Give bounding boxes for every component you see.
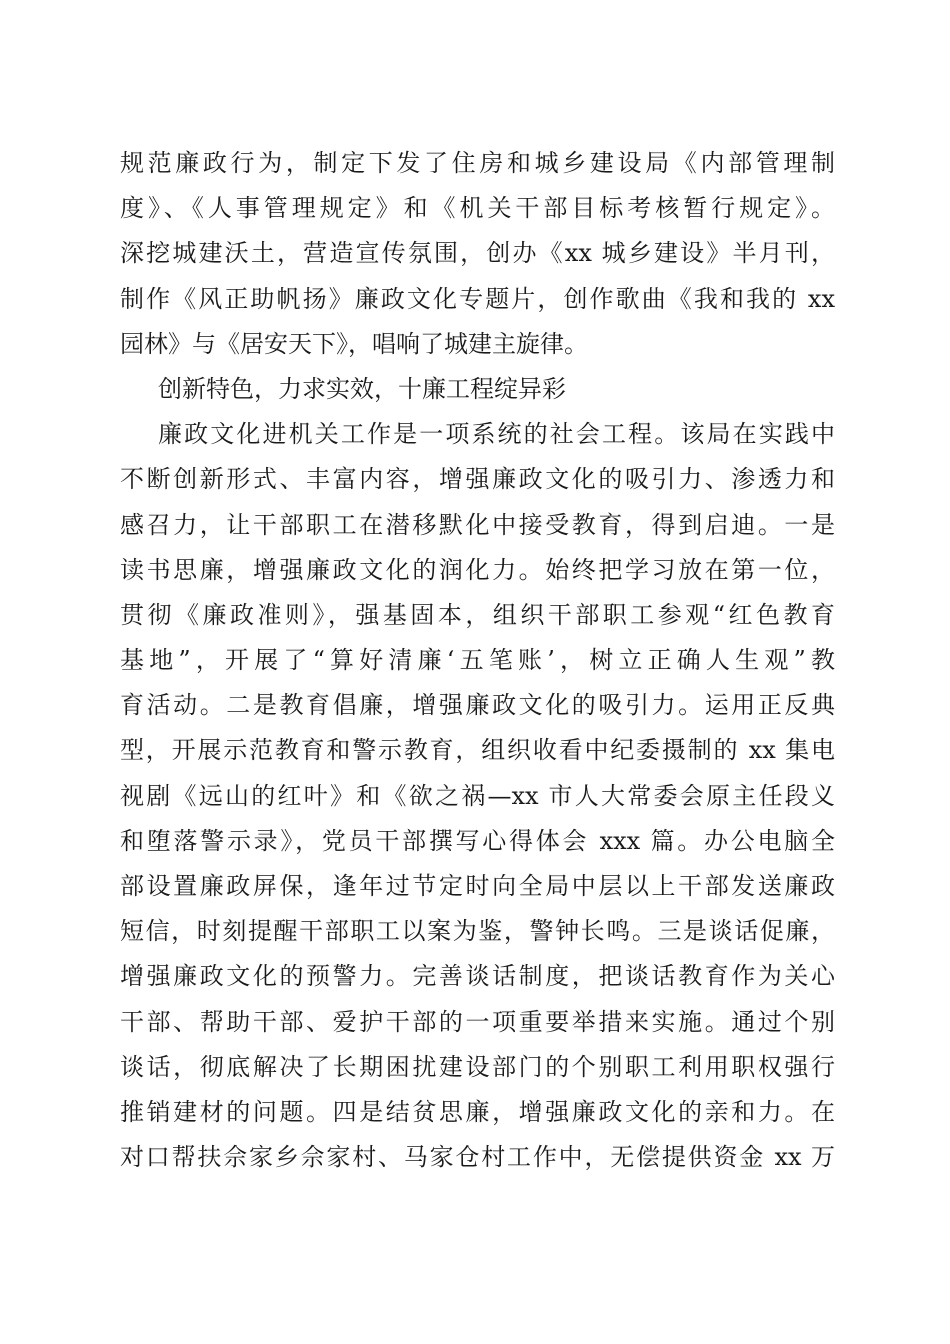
paragraph-line: 干部、帮助干部、爱护干部的一项重要举措来实施。通过个别: [120, 1007, 835, 1036]
paragraph-line: 和堕落警示录》，党员干部撰写心得体会 xxx 篇。办公电脑全: [120, 826, 835, 855]
paragraph-2: [120, 412, 835, 1180]
paragraph-line: 育活动。二是教育倡廉，增强廉政文化的吸引力。运用正反典: [120, 691, 835, 720]
paragraph-line: 推销建材的问题。四是结贫思廉，增强廉政文化的亲和力。在: [120, 1097, 835, 1126]
section-heading: 创新特色，力求实效，十廉工程绽异彩: [158, 374, 566, 403]
paragraph-line: 度》、《人事管理规定》和《机关干部目标考核暂行规定》。: [120, 194, 835, 223]
paragraph-line: 园林》与《居安天下》，唱响了城建主旋律。: [120, 329, 588, 358]
paragraph-line: 贯彻《廉政准则》，强基固本，组织干部职工参观“红色教育: [120, 600, 835, 629]
paragraph-line: 型，开展示范教育和警示教育，组织收看中纪委摄制的 xx 集电: [120, 736, 835, 765]
paragraph-line: 增强廉政文化的预警力。完善谈话制度，把谈话教育作为关心: [120, 962, 835, 991]
paragraph-line: 规范廉政行为，制定下发了住房和城乡建设局《内部管理制: [120, 149, 835, 177]
paragraph-line: 廉政文化进机关工作是一项系统的社会工程。该局在实践中: [158, 420, 835, 449]
paragraph-line: 对口帮扶佘家乡佘家村、马家仓村工作中，无偿提供资金 xx 万: [120, 1143, 835, 1172]
paragraph-line: 基地”，开展了“算好清廉‘五笔账’，树立正确人生观”教: [120, 646, 835, 675]
paragraph-line: 视剧《远山的红叶》和《欲之祸—xx 市人大常委会原主任段义: [120, 781, 835, 810]
document-body: [120, 141, 835, 1180]
paragraph-1: [120, 141, 835, 367]
paragraph-line: 谈话，彻底解决了长期困扰建设部门的个别职工利用职权强行: [120, 1052, 835, 1081]
paragraph-line: 读书思廉，增强廉政文化的润化力。始终把学习放在第一位，: [120, 555, 835, 584]
paragraph-line: 深挖城建沃土，营造宣传氛围，创办《xx 城乡建设》半月刊，: [120, 239, 835, 268]
paragraph-line: 不断创新形式、丰富内容，增强廉政文化的吸引力、渗透力和: [120, 465, 835, 494]
paragraph-line: 感召力，让干部职工在潜移默化中接受教育，得到启迪。一是: [120, 510, 835, 539]
paragraph-line: 短信，时刻提醒干部职工以案为鉴，警钟长鸣。三是谈话促廉，: [120, 917, 835, 946]
paragraph-line: 制作《风正助帆扬》廉政文化专题片，创作歌曲《我和我的 xx: [120, 284, 835, 313]
paragraph-line: 部设置廉政屏保，逢年过节定时向全局中层以上干部发送廉政: [120, 872, 835, 900]
